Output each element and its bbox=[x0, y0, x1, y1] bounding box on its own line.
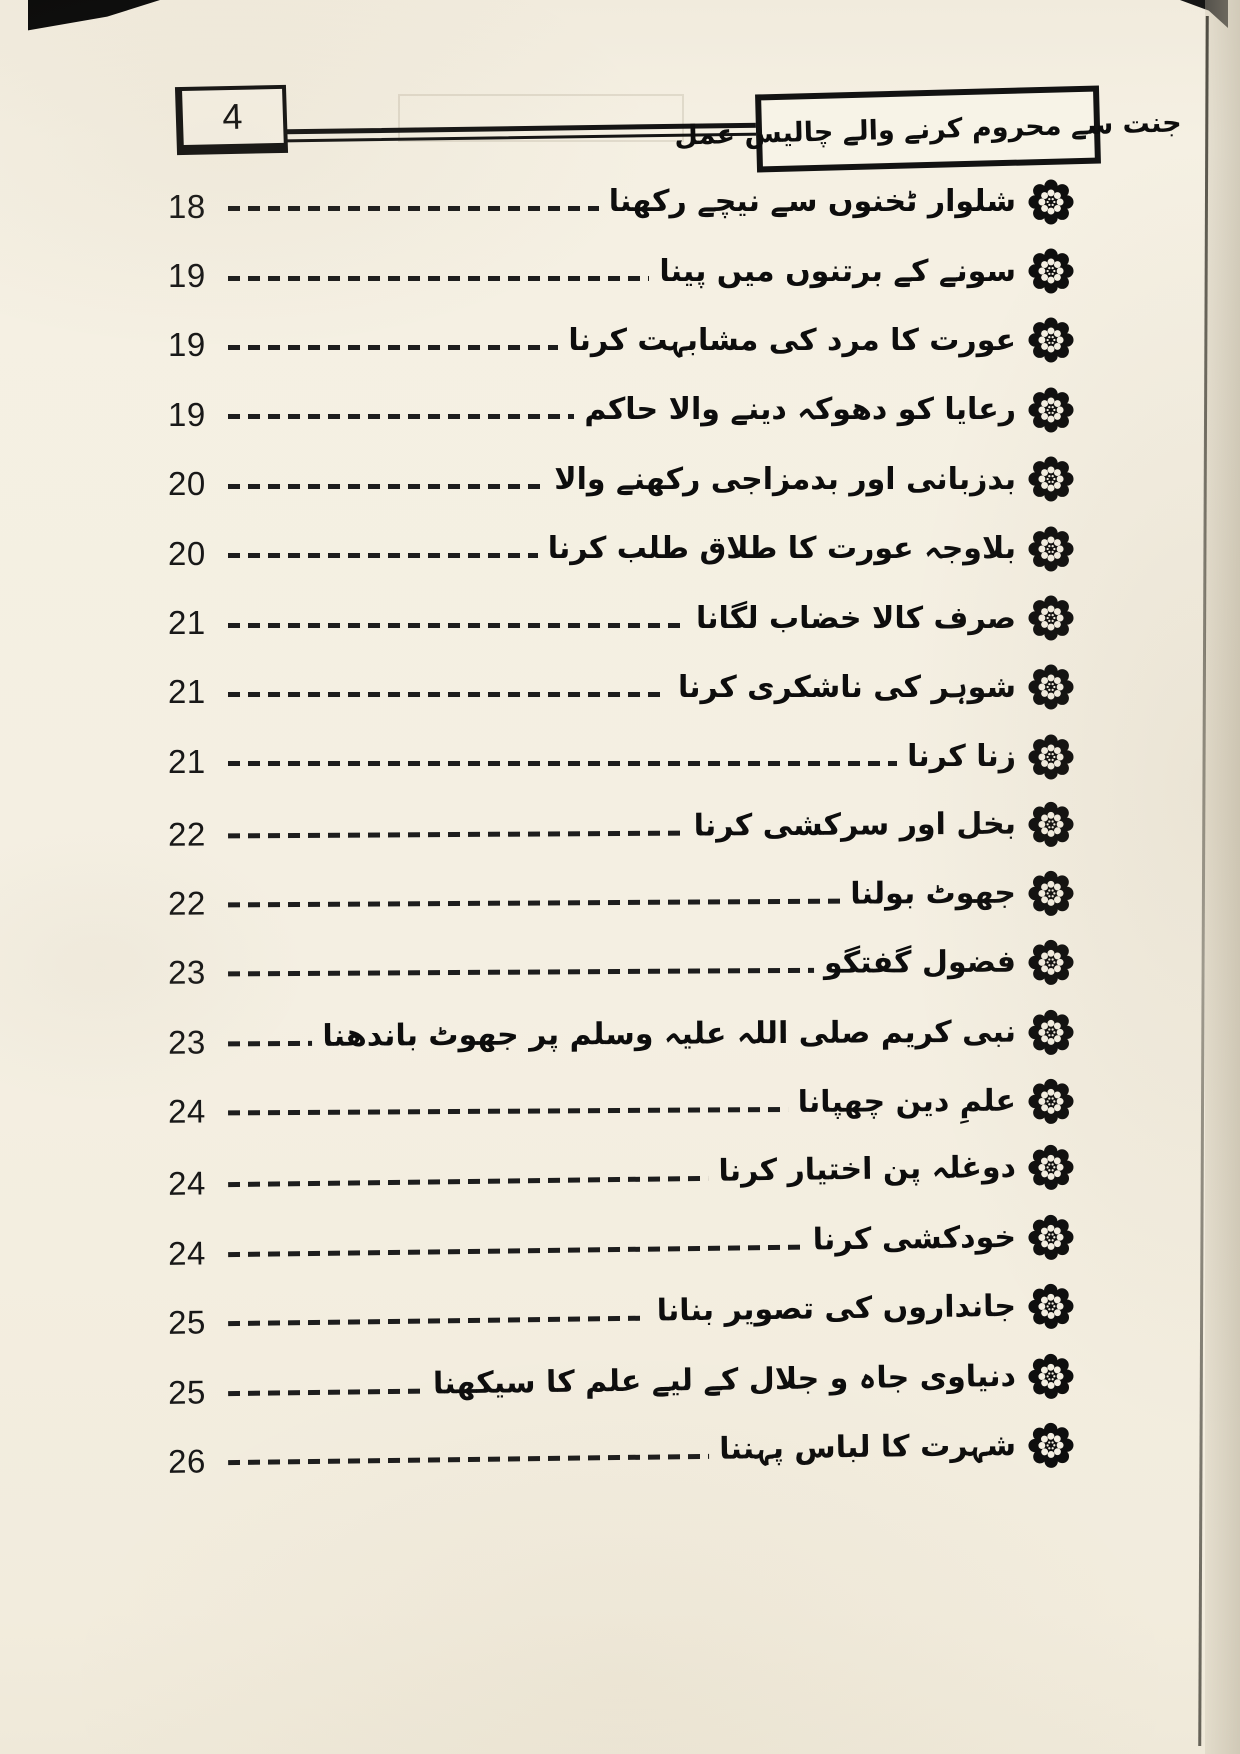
toc-entry-text: علمِ دین چھپانا bbox=[797, 1083, 1017, 1121]
toc-row bbox=[168, 1066, 1074, 1141]
scan-artifact-top-left bbox=[28, 0, 160, 32]
toc-entry-text: بخل اور سرکشی کرنا bbox=[693, 806, 1017, 844]
toc-row bbox=[168, 928, 1074, 1003]
toc-entry-text: رعایا کو دھوکہ دینے والا حاکم bbox=[584, 392, 1016, 428]
toc-row bbox=[168, 583, 1074, 652]
dash-leader bbox=[228, 206, 599, 211]
toc-row bbox=[168, 1341, 1075, 1422]
dash-leader bbox=[228, 830, 684, 838]
toc-entry-text: صرف کالا خضاب لگانا bbox=[696, 600, 1016, 636]
toc-row bbox=[168, 167, 1074, 236]
toc-row bbox=[168, 997, 1074, 1072]
rosette-bullet-icon bbox=[1028, 248, 1074, 294]
toc-row bbox=[168, 1133, 1075, 1214]
toc-page-number: 24 bbox=[167, 1164, 207, 1203]
dash-leader bbox=[228, 553, 538, 558]
toc-row bbox=[168, 722, 1074, 791]
toc-page-number: 23 bbox=[167, 953, 206, 991]
rosette-bullet-icon bbox=[1028, 870, 1074, 916]
rosette-bullet-icon bbox=[1028, 526, 1074, 572]
rosette-bullet-icon bbox=[1028, 1009, 1074, 1055]
toc-page-number: 25 bbox=[167, 1303, 207, 1341]
toc-entry-text: دوغلہ پن اختیار کرنا bbox=[718, 1150, 1017, 1190]
toc-row bbox=[168, 445, 1074, 514]
dash-leader bbox=[228, 1388, 423, 1396]
toc-list bbox=[168, 167, 1074, 1485]
book-title: جنت سے محروم کرنے والے چالیس عمل bbox=[673, 106, 1183, 152]
rosette-bullet-icon bbox=[1028, 456, 1074, 502]
toc-row bbox=[168, 1271, 1075, 1352]
toc-entry-text: شہرت کا لباس پہننا bbox=[719, 1428, 1017, 1467]
toc-page-number: 21 bbox=[168, 673, 206, 711]
rosette-bullet-icon bbox=[1028, 1144, 1075, 1191]
toc-page-number: 24 bbox=[167, 1233, 207, 1272]
rosette-bullet-icon bbox=[1028, 939, 1074, 985]
toc-row bbox=[168, 375, 1074, 444]
rosette-bullet-icon bbox=[1028, 1422, 1075, 1469]
dash-leader bbox=[228, 1107, 788, 1115]
rosette-bullet-icon bbox=[1028, 734, 1074, 780]
rosette-bullet-icon bbox=[1028, 387, 1074, 433]
rosette-bullet-icon bbox=[1028, 664, 1074, 710]
dash-leader bbox=[228, 692, 668, 697]
toc-page-number: 20 bbox=[168, 465, 206, 503]
rosette-bullet-icon bbox=[1028, 317, 1074, 363]
toc-page-number: 25 bbox=[167, 1372, 207, 1411]
toc-page-number: 19 bbox=[168, 395, 206, 433]
rosette-bullet-icon bbox=[1028, 1352, 1075, 1399]
toc-row bbox=[168, 514, 1074, 583]
scan-page-edge-shade bbox=[1205, 0, 1240, 1754]
page-number-badge bbox=[175, 85, 288, 155]
dash-leader bbox=[228, 1316, 647, 1326]
toc-entry-text: زنا کرنا bbox=[907, 739, 1016, 775]
toc-row bbox=[168, 789, 1074, 864]
dash-leader bbox=[228, 484, 544, 489]
toc-row bbox=[168, 858, 1074, 933]
toc-row bbox=[168, 653, 1074, 722]
rosette-bullet-icon bbox=[1028, 1283, 1075, 1330]
toc-page-number: 19 bbox=[168, 326, 206, 364]
toc-entry-text: دنیاوی جاہ و جلال کے لیے علم کا سیکھنا bbox=[432, 1358, 1017, 1402]
dash-leader bbox=[228, 1041, 313, 1047]
dash-leader bbox=[228, 345, 558, 350]
dash-leader bbox=[228, 276, 649, 281]
toc-page-number: 20 bbox=[168, 534, 206, 572]
page-number-text: 4 bbox=[221, 95, 245, 138]
toc-entry-text: جانداروں کی تصویر بنانا bbox=[656, 1289, 1017, 1329]
dash-leader bbox=[228, 968, 814, 977]
toc-page-number: 18 bbox=[168, 187, 206, 225]
dash-leader bbox=[228, 1177, 708, 1188]
toc-row bbox=[168, 236, 1074, 305]
toc-page-number: 26 bbox=[167, 1442, 207, 1480]
dash-leader bbox=[228, 761, 897, 766]
rosette-bullet-icon bbox=[1028, 800, 1074, 846]
book-title-box bbox=[673, 86, 1183, 173]
toc-entry-text: شوہر کی ناشکری کرنا bbox=[678, 669, 1016, 705]
toc-page-number: 21 bbox=[168, 742, 206, 780]
rosette-bullet-icon bbox=[1028, 1214, 1075, 1261]
toc-page-number: 22 bbox=[167, 814, 206, 852]
rosette-bullet-icon bbox=[1028, 179, 1074, 225]
dash-leader bbox=[228, 623, 686, 628]
toc-entry-text: نبی کریم صلی اللہ علیہ وسلم پر جھوٹ باندھنا bbox=[322, 1014, 1017, 1054]
dash-leader bbox=[228, 899, 840, 908]
toc-entry-text: بدزبانی اور بدمزاجی رکھنے والا bbox=[554, 461, 1016, 497]
toc-row bbox=[168, 1202, 1075, 1283]
toc-row bbox=[168, 1410, 1075, 1491]
toc-page-number: 21 bbox=[168, 604, 206, 642]
toc-page-number: 24 bbox=[167, 1092, 206, 1130]
toc-entry-text: شلوار ٹخنوں سے نیچے رکھنا bbox=[608, 184, 1016, 220]
toc-entry-text: جھوٹ بولنا bbox=[850, 875, 1017, 912]
toc-page-number: 23 bbox=[167, 1022, 206, 1061]
dash-leader bbox=[228, 1245, 803, 1258]
toc-page-number: 19 bbox=[168, 257, 206, 295]
toc-entry-text: بلاوجہ عورت کا طلاق طلب کرنا bbox=[547, 531, 1016, 567]
toc-entry-text: فضول گفتگو bbox=[823, 945, 1017, 982]
dash-leader bbox=[228, 1454, 709, 1465]
toc-entry-text: سونے کے برتنوں میں پینا bbox=[659, 253, 1016, 289]
toc-entry-text: خودکشی کرنا bbox=[812, 1219, 1017, 1258]
toc-row bbox=[168, 306, 1074, 375]
dash-leader bbox=[228, 414, 574, 419]
rosette-bullet-icon bbox=[1028, 595, 1074, 641]
toc-entry-text: عورت کا مرد کی مشابہت کرنا bbox=[568, 322, 1016, 358]
toc-page-number: 22 bbox=[167, 884, 206, 922]
rosette-bullet-icon bbox=[1028, 1078, 1074, 1124]
